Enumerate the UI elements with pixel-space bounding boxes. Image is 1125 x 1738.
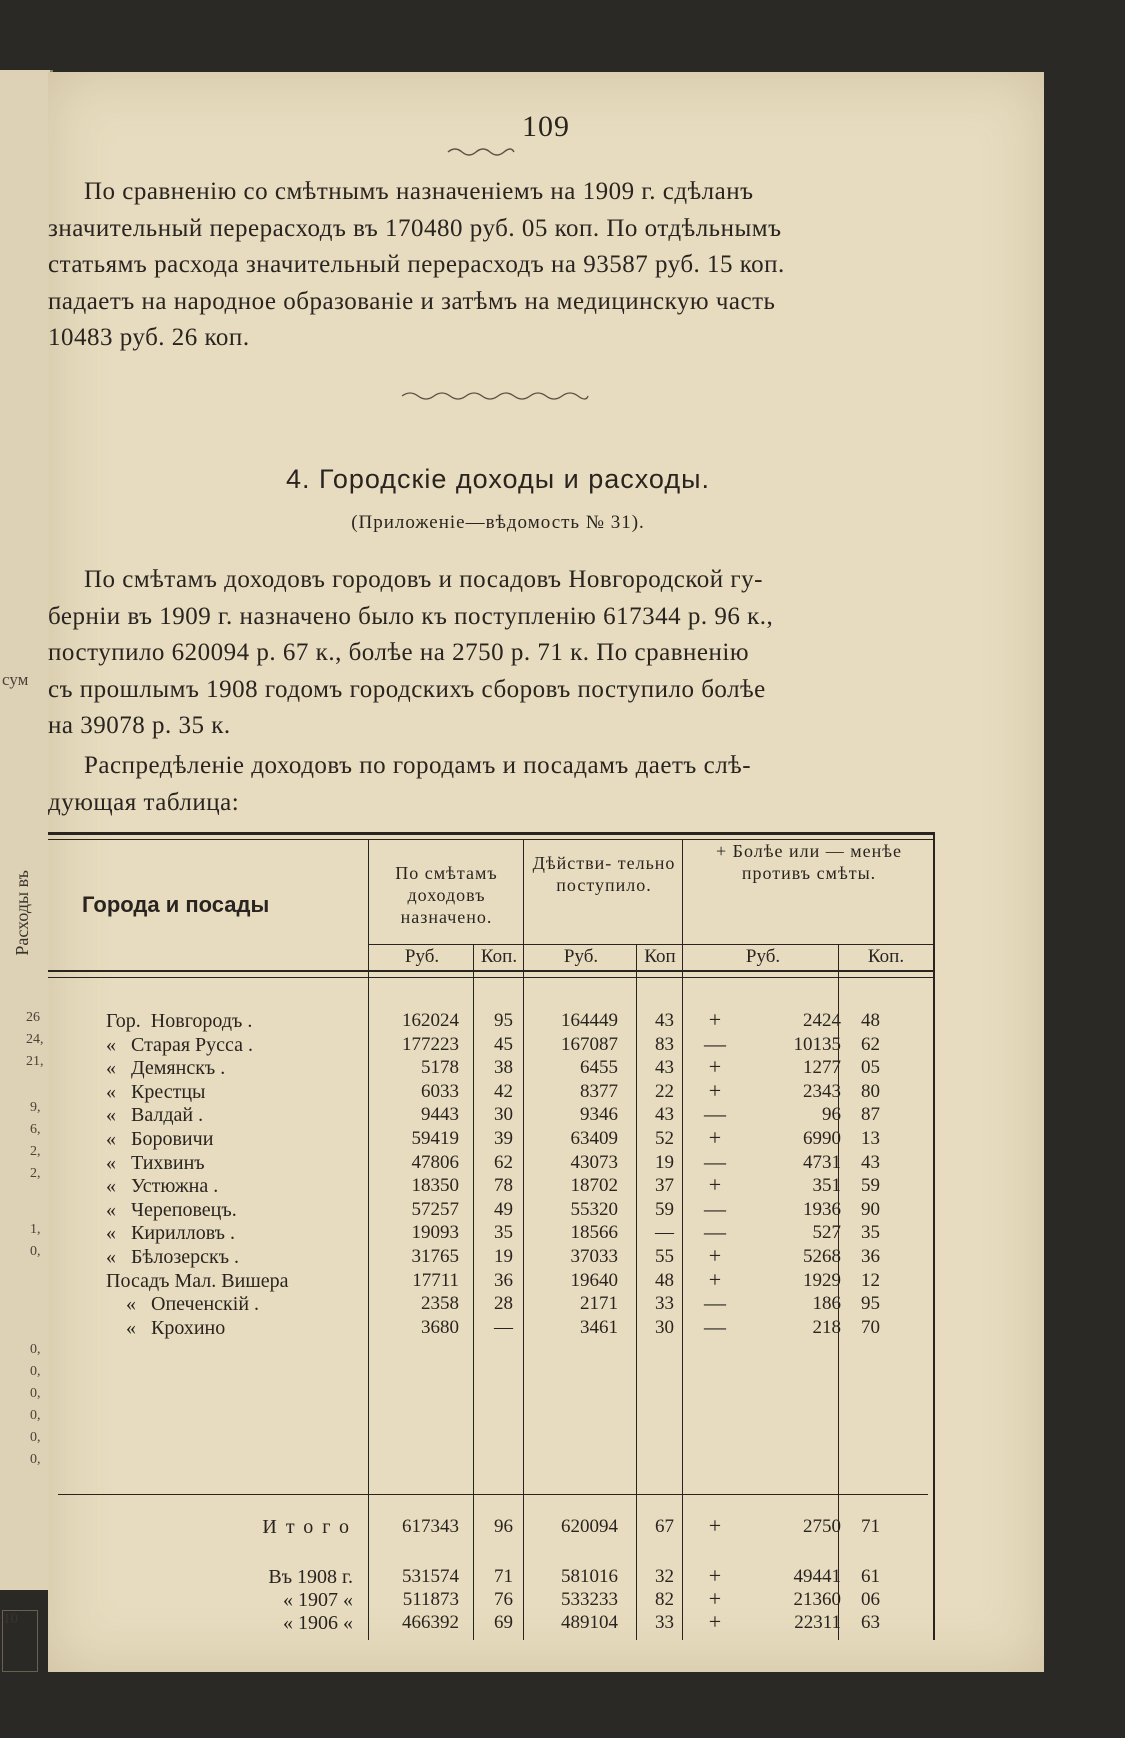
cell-p-k: 30 <box>494 1104 513 1126</box>
prev-fragment: 24, <box>26 1032 44 1047</box>
cell-p-k: 42 <box>494 1080 513 1102</box>
difference-sign: + <box>708 1609 722 1634</box>
cell-d-k: 87 <box>861 1104 880 1126</box>
prev-fragment: 0, <box>30 1244 41 1259</box>
row-label: « Кирилловъ . <box>106 1222 235 1245</box>
text-line: на 39078 р. 35 к. <box>48 712 231 739</box>
cell-p-k: 71 <box>494 1566 513 1587</box>
header-planned: По смѣтамъ доходовъ назначено. <box>395 863 498 927</box>
cell-a-k: 83 <box>655 1033 674 1055</box>
cell-a-k: 37 <box>655 1175 674 1197</box>
cell-a-r: 164449 <box>561 1010 618 1031</box>
difference-sign: — <box>704 1313 726 1339</box>
difference-sign: — <box>704 1195 726 1221</box>
cell-a-r: 18702 <box>570 1175 618 1197</box>
cell-a-k: 33 <box>655 1293 674 1315</box>
prev-fragment: 2, <box>30 1166 41 1181</box>
difference-sign: + <box>708 1125 722 1150</box>
cell-a-r: 620094 <box>561 1516 618 1537</box>
cell-d-k: 12 <box>861 1269 880 1291</box>
prev-fragment: 9, <box>30 1100 41 1115</box>
cell-a-k: 33 <box>655 1612 674 1633</box>
prev-fragment: сум <box>2 670 29 689</box>
cell-a-k: 82 <box>655 1589 674 1610</box>
text-line: Распредѣленіе доходовъ по городамъ и посадамъ даетъ слѣ- <box>84 752 752 779</box>
difference-sign: + <box>708 1586 722 1611</box>
cell-a-k: 43 <box>655 1010 674 1031</box>
text-line: дующая таблица: <box>48 788 240 816</box>
cell-p-k: — <box>494 1316 513 1338</box>
cell-d-k: 90 <box>861 1198 880 1220</box>
cell-p-k: 36 <box>494 1269 513 1291</box>
cell-d-k: 13 <box>861 1128 880 1149</box>
cell-p-r: 17711 <box>412 1269 459 1291</box>
prev-fragment: 0, <box>30 1386 41 1401</box>
cell-d-r: 527 <box>812 1222 841 1244</box>
cell-a-k: 30 <box>655 1316 674 1338</box>
difference-sign: + <box>708 1172 722 1198</box>
book-page <box>48 72 1044 1672</box>
cell-p-k: 62 <box>494 1151 513 1173</box>
cell-d-r: 22311 <box>794 1612 841 1633</box>
prev-fragment: 6, <box>30 1122 41 1137</box>
flourish-ornament <box>446 144 516 158</box>
difference-sign: — <box>704 1219 726 1245</box>
page-number: 109 <box>522 110 570 143</box>
prev-fragment: 21, <box>26 1054 44 1069</box>
prev-fragment: 26 <box>26 1010 40 1025</box>
cell-d-r: 1936 <box>803 1198 841 1220</box>
text-line: значительный перерасходъ въ 170480 руб. 05 коп. По отдѣльнымъ <box>48 214 782 242</box>
subheader-kop: Коп. <box>867 946 905 967</box>
table-rule <box>682 840 683 1640</box>
difference-sign: + <box>708 1563 722 1588</box>
cell-d-k: 36 <box>861 1246 880 1267</box>
cell-p-r: 466392 <box>402 1612 459 1633</box>
subheader-kop: Коп. <box>480 946 518 967</box>
cell-d-k: 63 <box>861 1612 880 1633</box>
cell-p-r: 18350 <box>411 1175 459 1197</box>
row-label: Въ 1908 г. <box>268 1566 353 1588</box>
row-label: « Крестцы <box>106 1080 206 1103</box>
cell-d-r: 351 <box>812 1175 841 1197</box>
difference-sign: + <box>708 1243 722 1268</box>
prev-fragment: 2, <box>30 1144 41 1159</box>
header-difference: + Болѣе или — менѣе противъ смѣты. <box>715 841 903 883</box>
row-label: « Валдай . <box>106 1104 204 1127</box>
cell-d-r: 96 <box>822 1104 841 1126</box>
cell-p-k: 76 <box>494 1589 513 1610</box>
row-label: « Тихвинъ <box>106 1151 205 1174</box>
cell-p-r: 31765 <box>411 1246 459 1267</box>
cell-p-k: 38 <box>494 1057 513 1079</box>
cell-a-k: 48 <box>655 1269 674 1291</box>
cell-p-r: 3680 <box>421 1316 459 1338</box>
cell-a-r: 6455 <box>580 1057 618 1079</box>
intro-paragraph <box>48 174 938 357</box>
previous-page-edge <box>0 70 53 1627</box>
row-label: « Старая Русса . <box>106 1033 254 1056</box>
cell-a-r: 2171 <box>580 1293 618 1315</box>
cell-a-r: 489104 <box>561 1612 618 1633</box>
row-label: « Бѣлозерскъ . <box>106 1246 240 1268</box>
row-label: « Демянскъ . <box>106 1057 226 1080</box>
cell-p-r: 9443 <box>421 1104 459 1126</box>
cell-p-r: 47806 <box>411 1151 459 1173</box>
difference-sign: — <box>704 1030 726 1056</box>
table-rule <box>523 840 524 1640</box>
text-line: падаетъ на народное образованіе и затѣмъ на медицинскую часть <box>48 287 776 315</box>
table-rule <box>368 944 934 945</box>
cell-a-k: 59 <box>655 1198 674 1220</box>
cell-a-r: 18566 <box>570 1222 618 1244</box>
cell-a-k: 43 <box>655 1104 674 1126</box>
cell-p-k: 28 <box>494 1293 513 1315</box>
text-line: По сравненію со смѣтнымъ назначеніемъ на 1909 г. сдѣланъ <box>84 178 754 205</box>
cell-p-r: 511873 <box>402 1589 459 1610</box>
cell-p-r: 5178 <box>421 1057 459 1079</box>
section-heading: 4. Городскіе доходы и расходы. <box>285 464 711 494</box>
prev-vertical-label: Расходы въ <box>12 870 32 956</box>
table-rule <box>368 840 369 1640</box>
text-line: статьямъ расхода значительный перерасходъ на 93587 руб. 15 коп. <box>48 251 785 278</box>
cell-d-r: 21360 <box>793 1589 841 1610</box>
cell-d-k: 48 <box>861 1010 880 1031</box>
cell-p-r: 177223 <box>402 1033 459 1055</box>
cell-a-r: 533233 <box>561 1589 618 1610</box>
cell-p-r: 6033 <box>421 1080 459 1102</box>
cell-p-k: 49 <box>494 1198 513 1220</box>
cell-a-k: 22 <box>655 1080 674 1102</box>
cell-a-k: 67 <box>655 1516 674 1537</box>
row-label: Посадъ Мал. Вишера <box>106 1269 289 1292</box>
row-label: « 1907 « <box>283 1589 353 1611</box>
difference-sign: + <box>708 1007 722 1032</box>
prev-fragment: 0, <box>30 1364 41 1379</box>
row-label: « Устюжна . <box>106 1175 219 1198</box>
cell-d-r: 10135 <box>793 1033 841 1055</box>
row-label: « Боровичи <box>106 1128 214 1150</box>
text-line: По смѣтамъ доходовъ городовъ и посадовъ Новгородской гу- <box>84 566 763 593</box>
cell-d-k: 61 <box>861 1566 880 1587</box>
cell-d-k: 62 <box>861 1033 880 1055</box>
prev-fragment: 10 <box>3 1611 18 1627</box>
difference-sign: — <box>704 1101 726 1127</box>
difference-sign: + <box>708 1266 722 1292</box>
text-line: съ прошлымъ 1908 годомъ городскихъ сборовъ поступило болѣе <box>48 675 766 703</box>
section-subheading: (Приложеніе—вѣдомость № 31). <box>351 512 645 533</box>
cell-d-r: 6990 <box>803 1128 841 1149</box>
cell-a-k: 52 <box>655 1128 674 1149</box>
cell-a-r: 55320 <box>570 1198 618 1220</box>
cell-p-r: 19093 <box>411 1222 459 1244</box>
cell-a-r: 581016 <box>561 1566 618 1587</box>
difference-sign: + <box>708 1054 722 1080</box>
cell-p-r: 59419 <box>411 1128 459 1149</box>
text-line: берніи въ 1909 г. назначено было къ поступленію 617344 р. 96 к., <box>48 602 774 630</box>
cell-d-k: 80 <box>861 1080 880 1102</box>
body-paragraph <box>48 748 938 821</box>
cell-a-r: 3461 <box>580 1316 618 1338</box>
cell-a-r: 63409 <box>570 1128 618 1149</box>
subheader-rub: Руб. <box>745 946 781 967</box>
row-label: « 1906 « <box>283 1612 353 1634</box>
row-label: « Крохино <box>106 1316 226 1339</box>
cell-d-k: 43 <box>861 1151 880 1173</box>
cell-d-k: 59 <box>861 1175 880 1197</box>
cell-d-k: 35 <box>861 1222 880 1244</box>
subheader-rub: Руб. <box>404 946 440 967</box>
cell-a-r: 167087 <box>561 1033 618 1055</box>
table-rule <box>933 832 935 1640</box>
cell-d-r: 218 <box>812 1316 841 1338</box>
cell-a-k: 19 <box>655 1151 674 1173</box>
cell-p-k: 45 <box>494 1033 513 1055</box>
cell-d-k: 05 <box>861 1057 880 1079</box>
cell-d-k: 71 <box>861 1516 880 1537</box>
cell-p-k: 19 <box>494 1246 513 1267</box>
prev-fragment: 1, <box>30 1222 41 1237</box>
cell-a-k: 55 <box>655 1246 674 1267</box>
cell-a-r: 19640 <box>570 1269 618 1291</box>
row-label: Гор. Новгородъ . <box>106 1010 253 1032</box>
cell-d-r: 186 <box>812 1293 841 1315</box>
header-towns: Города и посады <box>82 892 270 917</box>
cell-d-r: 49441 <box>793 1566 841 1587</box>
cell-p-r: 531574 <box>402 1566 459 1587</box>
cell-p-r: 2358 <box>421 1293 459 1315</box>
cell-d-k: 06 <box>861 1589 880 1610</box>
table-rule <box>48 977 934 978</box>
prev-fragment: 0, <box>30 1342 41 1357</box>
cell-p-r: 162024 <box>402 1010 459 1031</box>
cell-d-r: 1929 <box>803 1269 841 1291</box>
row-label: « Череповецъ. <box>106 1198 237 1221</box>
cell-a-k: 43 <box>655 1057 674 1079</box>
cell-d-k: 70 <box>861 1316 880 1338</box>
prev-box <box>2 1610 38 1672</box>
row-label: « Опеченскій . <box>106 1293 260 1316</box>
cell-p-k: 78 <box>494 1175 513 1197</box>
difference-sign: + <box>708 1077 722 1103</box>
cell-d-k: 95 <box>861 1293 880 1315</box>
text-line: 10483 руб. 26 коп. <box>48 324 250 351</box>
table-rule <box>58 1494 928 1495</box>
cell-a-r: 9346 <box>580 1104 618 1126</box>
table-rule <box>48 832 934 835</box>
cell-a-r: 8377 <box>580 1080 618 1102</box>
subheader-kop: Коп <box>644 946 676 967</box>
cell-p-k: 95 <box>494 1010 513 1031</box>
cell-d-r: 1277 <box>803 1057 841 1079</box>
subheader-rub: Руб. <box>563 946 599 967</box>
cell-p-k: 35 <box>494 1222 513 1244</box>
prev-fragment: 0, <box>30 1452 41 1467</box>
cell-a-r: 43073 <box>570 1151 618 1173</box>
cell-d-r: 2343 <box>803 1080 841 1102</box>
prev-fragment: 0, <box>30 1430 41 1445</box>
table-rule <box>48 970 934 972</box>
cell-d-r: 2750 <box>803 1516 841 1537</box>
cell-a-r: 37033 <box>570 1246 618 1267</box>
body-paragraph <box>48 562 938 745</box>
table-rule <box>636 945 637 1640</box>
cell-a-k: — <box>655 1222 674 1244</box>
separator-ornament <box>400 388 590 402</box>
difference-sign: — <box>704 1290 726 1316</box>
cell-d-r: 4731 <box>803 1151 841 1173</box>
revenue-table <box>48 832 938 1642</box>
cell-p-r: 617343 <box>402 1516 459 1537</box>
prev-fragment: 0, <box>30 1408 41 1423</box>
text-line: поступило 620094 р. 67 к., болѣе на 2750 р. 71 к. По сравненію <box>48 639 750 666</box>
cell-p-k: 96 <box>494 1516 513 1537</box>
table-rule <box>473 945 474 1640</box>
header-actual: Дѣйстви- тельно поступило. <box>532 853 676 895</box>
cell-p-k: 69 <box>494 1612 513 1633</box>
cell-a-k: 32 <box>655 1566 674 1587</box>
cell-d-r: 2424 <box>803 1010 841 1031</box>
difference-sign: + <box>708 1513 722 1538</box>
difference-sign: — <box>704 1148 726 1174</box>
cell-p-r: 57257 <box>411 1198 459 1220</box>
cell-p-k: 39 <box>494 1128 513 1149</box>
row-label: Итого <box>262 1516 358 1538</box>
cell-d-r: 5268 <box>803 1246 841 1267</box>
